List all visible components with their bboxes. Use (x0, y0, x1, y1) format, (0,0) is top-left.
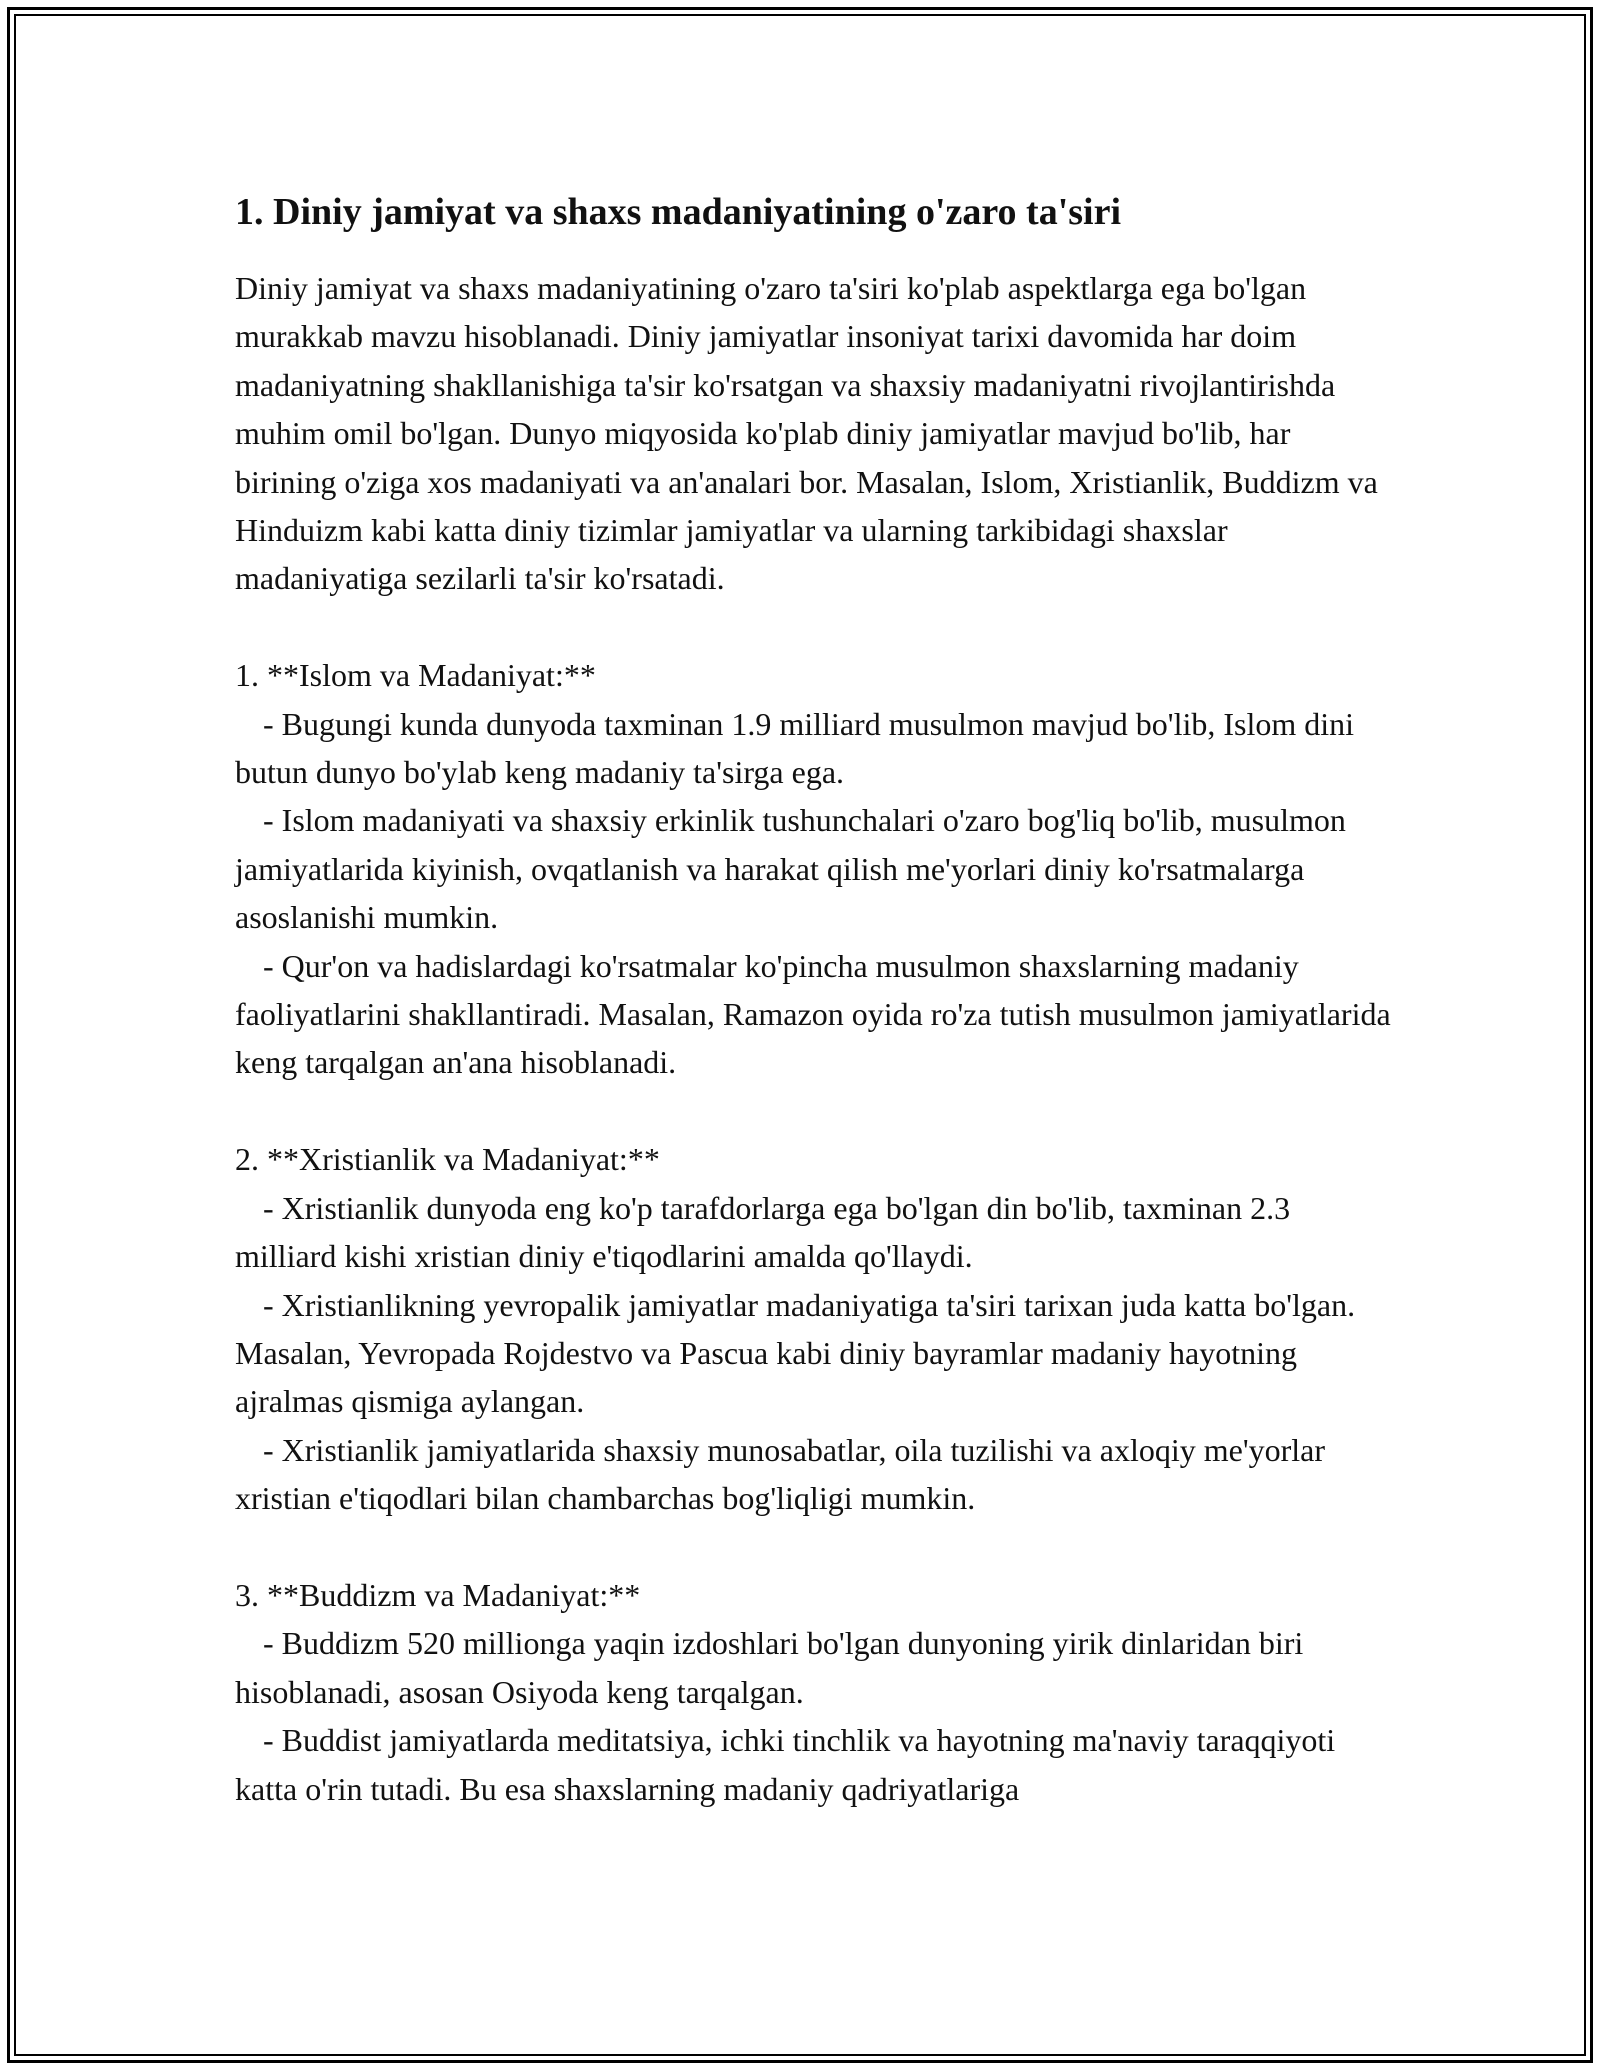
list-item: - Buddist jamiyatlarda meditatsiya, ichki tinchlik va hayotning ma'naviy taraqqiyoti katta o'rin tutadi. Bu esa shaxslarning madaniy qadriyatlariga (235, 1722, 1336, 1807)
list-item: - Xristianlikning yevropalik jamiyatlar madaniyatiga ta'siri tarixan juda katta bo'lgan. Masalan, Yevropada Rojdestvo va Pascua kabi diniy bayramlar madaniy hayotning ajralmas qismiga aylangan. (235, 1286, 1356, 1420)
intro-paragraph: Diniy jamiyat va shaxs madaniyatining o'zaro ta'siri ko'plab aspektlarga ega bo'lgan murakkab mavzu hisoblanadi. Diniy jamiyatlar insoniyat tarixi davomida har doim madaniyatning shakllanishiga ta'sir ko'rsatgan va shaxsiy madaniyatni rivojlantirishda muhim omil bo'lgan. Dunyo miqyosida ko'plab diniy jamiyatlar mavjud bo'lib, har birining o'ziga xos madaniyati va an'analari bor. Masalan, Islom, Xristianlik, Buddizm va Hinduizm kabi katta diniy tizimlar jamiyatlar va ularning tarkibidagi shaxslar madaniyatiga sezilarli ta'sir ko'rsatadi. (235, 270, 1378, 597)
section-xristianlik (235, 1135, 1395, 1522)
list-item: - Islom madaniyati va shaxsiy erkinlik tushunchalari o'zaro bog'liq bo'lib, musulmon jamiyatlarida kiyinish, ovqatlanish va harakat qilish me'yorlari diniy ko'rsatmalarga asoslanishi mumkin. (235, 802, 1346, 936)
list-item: - Qur'on va hadislardagi ko'rsatmalar ko'pincha musulmon shaxslarning madaniy faoliyatlarini shakllantiradi. Masalan, Ramazon oyida ro'za tutish musulmon jamiyatlarida keng tarqalgan an'ana hisoblanadi. (235, 947, 1391, 1081)
list-item: - Xristianlik jamiyatlarida shaxsiy munosabatlar, oila tuzilishi va axloqiy me'yorlar xristian e'tiqodlari bilan chambarchas bog'liqligi mumkin. (235, 1431, 1325, 1517)
paragraph-spacer (235, 1523, 1395, 1571)
paragraph-spacer (235, 1087, 1395, 1135)
section-heading: 2. **Xristianlik va Madaniyat:** (235, 1141, 660, 1178)
section-heading: 1. **Islom va Madaniyat:** (235, 657, 596, 694)
document-title: 1. Diniy jamiyat va shaxs madaniyatining o'zaro ta'siri (235, 191, 1122, 233)
list-item: - Xristianlik dunyoda eng ko'p tarafdorlarga ega bo'lgan din bo'lib, taxminan 2.3 milliard kishi xristian diniy e'tiqodlarini amalda qo'llaydi. (235, 1189, 1291, 1275)
section-buddizm (235, 1571, 1395, 1813)
paragraph-spacer (235, 603, 1395, 651)
section-heading: 3. **Buddizm va Madaniyat:** (235, 1576, 641, 1613)
document-body (235, 186, 1395, 1813)
section-islom (235, 651, 1395, 1087)
list-item: - Buddizm 520 millionga yaqin izdoshlari bo'lgan dunyoning yirik dinlaridan biri hisoblanadi, asosan Osiyoda keng tarqalgan. (235, 1625, 1304, 1710)
list-item: - Bugungi kunda dunyoda taxminan 1.9 milliard musulmon mavjud bo'lib, Islom dini butun dunyo bo'ylab keng madaniy ta'sirga ega. (235, 705, 1355, 791)
